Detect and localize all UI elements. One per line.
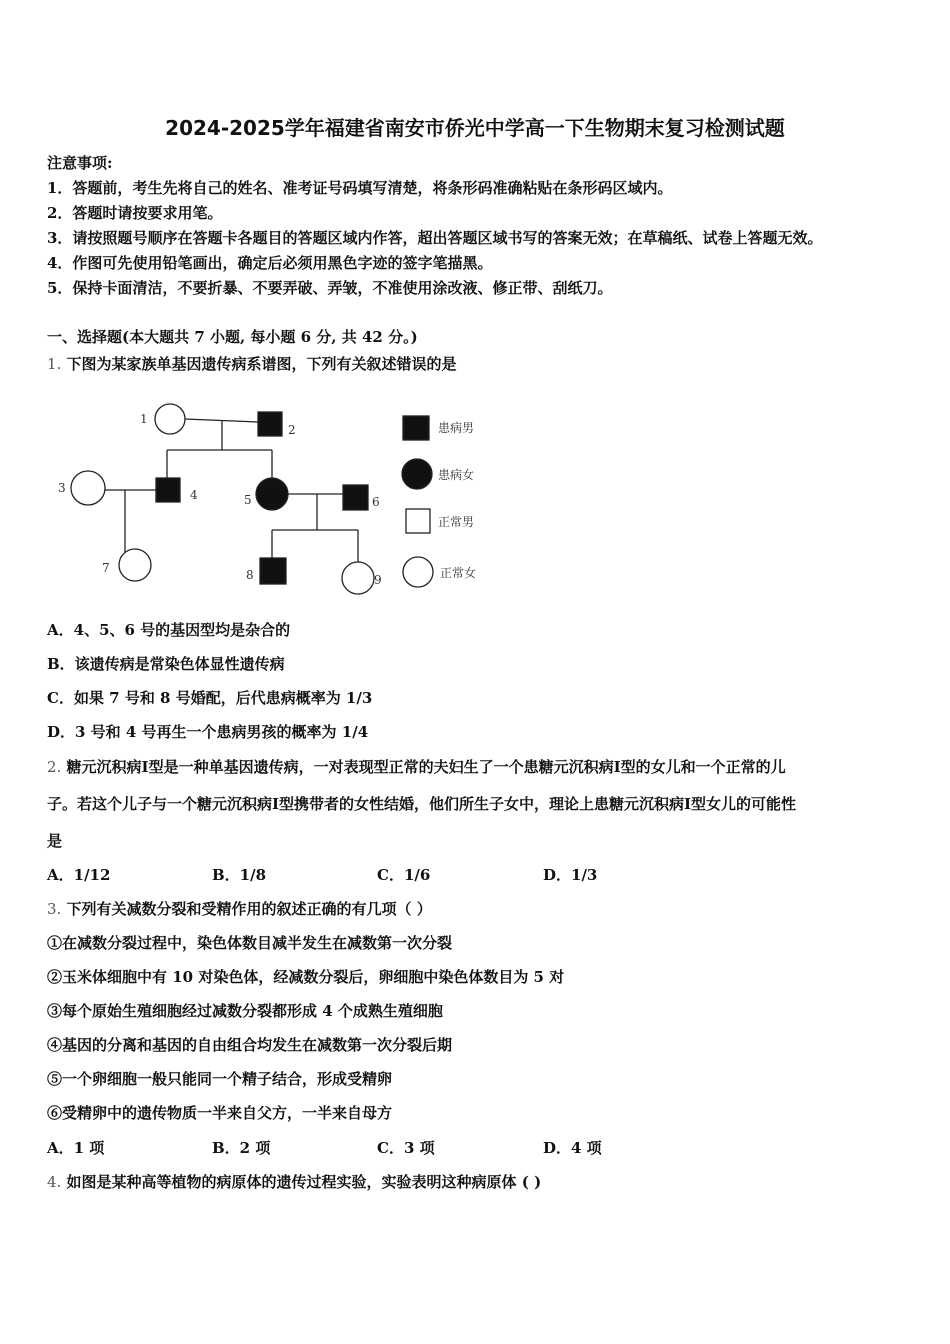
individual-2-affected-male xyxy=(258,412,282,436)
individual-4-affected-male xyxy=(156,478,180,502)
q3-option-b: B．2 项 xyxy=(212,1139,271,1157)
label-4: 4 xyxy=(190,488,198,502)
question-3-stem xyxy=(47,898,432,919)
label-7: 7 xyxy=(102,561,110,575)
question-text: 如图是某种高等植物的病原体的遗传过程实验，实验表明这种病原体 ( ) xyxy=(66,1173,542,1191)
individual-6-affected-male xyxy=(343,485,368,510)
question-number: 2. xyxy=(47,758,62,776)
q3-statement: ②玉米体细胞中有 10 对染色体，经减数分裂后，卵细胞中染色体数目为 5 对 xyxy=(47,968,565,986)
legend-affected-female-icon xyxy=(402,459,432,489)
pedigree-chart xyxy=(50,392,510,602)
q3-statement: ⑤一个卵细胞一般只能同一个精子结合，形成受精卵 xyxy=(47,1070,393,1088)
q3-statement: ③每个原始生殖细胞经过减数分裂都形成 4 个成熟生殖细胞 xyxy=(47,1002,443,1020)
q2-option-d: D．1/3 xyxy=(543,866,598,884)
question-text: 下列有关减数分裂和受精作用的叙述正确的有几项（ ） xyxy=(66,900,432,918)
q1-option-a: A．4、5、6 号的基因型均是杂合的 xyxy=(47,621,291,639)
individual-1-normal-female xyxy=(155,404,185,434)
question-text: 糖元沉积病Ⅰ型是一种单基因遗传病，一对表现型正常的夫妇生了一个患糖元沉积病Ⅰ型的女儿和一个正常的儿 xyxy=(66,758,786,776)
legend-normal-female: 正常女 xyxy=(440,566,477,580)
q3-option-d: D．4 项 xyxy=(543,1139,602,1157)
question-number: 4. xyxy=(47,1173,62,1191)
legend-normal-male-icon xyxy=(406,509,430,533)
label-3: 3 xyxy=(58,481,66,495)
label-6: 6 xyxy=(372,495,380,509)
page-title: 2024-2025学年福建省南安市侨光中学高一下生物期末复习检测试题 xyxy=(165,116,785,140)
label-5: 5 xyxy=(244,493,252,507)
label-9: 9 xyxy=(374,573,382,587)
notes-item: 5．保持卡面清洁，不要折暴、不要弄破、弄皱，不准使用涂改液、修正带、刮纸刀。 xyxy=(47,279,613,297)
question-1-stem xyxy=(47,353,457,374)
legend-normal-female-icon xyxy=(403,557,433,587)
question-number: 1. xyxy=(47,355,62,373)
individual-9-normal-female xyxy=(342,562,374,594)
notes-item: 2．答题时请按要求用笔。 xyxy=(47,204,223,222)
notes-item: 1．答题前，考生先将自己的姓名、准考证号码填写清楚，将条形码准确粘贴在条形码区域内。 xyxy=(47,179,673,197)
legend-affected-female: 患病女 xyxy=(438,468,475,482)
q3-statement: ①在减数分裂过程中，染色体数目减半发生在减数第一次分裂 xyxy=(47,934,453,952)
q2-option-c: C．1/6 xyxy=(377,866,431,884)
legend-affected-male: 患病男 xyxy=(438,421,475,435)
q1-option-b: B．该遗传病是常染色体显性遗传病 xyxy=(47,655,285,673)
q2-option-a: A．1/12 xyxy=(47,866,111,884)
question-number: 3. xyxy=(47,900,62,918)
q3-statement: ④基因的分离和基因的自由组合均发生在减数第一次分裂后期 xyxy=(47,1036,453,1054)
q1-option-c: C．如果 7 号和 8 号婚配，后代患病概率为 1/3 xyxy=(47,689,373,707)
individual-7-normal-female xyxy=(119,549,151,581)
legend-affected-male-icon xyxy=(403,416,429,440)
label-1: 1 xyxy=(140,412,148,426)
individual-3-normal-female xyxy=(71,471,105,505)
q2-option-b: B．1/8 xyxy=(212,866,267,884)
question-4-stem xyxy=(47,1171,541,1192)
q3-statement: ⑥受精卵中的遗传物质一半来自父方，一半来自母方 xyxy=(47,1104,393,1122)
q3-option-a: A．1 项 xyxy=(47,1139,105,1157)
notes-item: 4．作图可先使用铅笔画出，确定后必须用黑色字迹的签字笔描黑。 xyxy=(47,254,493,272)
individual-5-affected-female xyxy=(256,478,288,510)
individual-8-affected-male xyxy=(260,558,286,584)
label-8: 8 xyxy=(246,568,254,582)
question-2-stem-line: 是 xyxy=(47,832,63,850)
question-text: 下图为某家族单基因遗传病系谱图，下列有关叙述错误的是 xyxy=(66,355,457,373)
section-heading: 一、选择题(本大题共 7 小题, 每小题 6 分, 共 42 分。) xyxy=(47,328,418,346)
legend-normal-male: 正常男 xyxy=(438,515,475,529)
q3-option-c: C．3 项 xyxy=(377,1139,435,1157)
notes-heading: 注意事项: xyxy=(47,154,113,172)
notes-item: 3．请按照题号顺序在答题卡各题目的答题区域内作答，超出答题区域书写的答案无效；在草稿纸、试卷上答题无效。 xyxy=(47,229,823,247)
question-2-stem-line: 子。若这个儿子与一个糖元沉积病Ⅰ型携带者的女性结婚，他们所生子女中，理论上患糖元沉积病Ⅰ型女儿的可能性 xyxy=(47,795,797,813)
label-2: 2 xyxy=(288,423,296,437)
q1-option-d: D．3 号和 4 号再生一个患病男孩的概率为 1/4 xyxy=(47,723,369,741)
question-2-stem-line xyxy=(47,756,786,777)
